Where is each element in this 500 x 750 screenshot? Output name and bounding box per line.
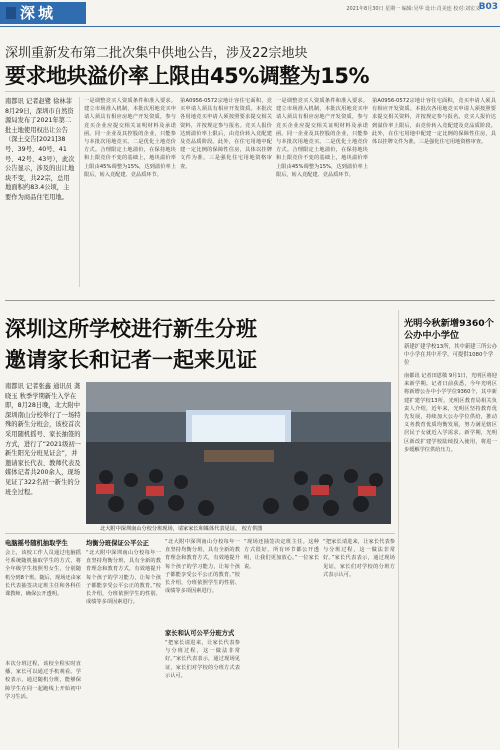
page-number: B03 [478,2,498,12]
divider [5,91,495,92]
article1-column: 第A0956-0572宗地计容住宅面积，竞买申请人须具有相应开发资质。本批次各用地竞买申请人须按照要求提交相关资料，并按规定参与报名。竞买人报价达到溢价率上限后，由竞价转入竞配建及竞品质阶段。此外，在住宅用地中配建一定比例的保障性住房，具体以挂牌文件为准。三是强化住宅用地资格审查。 [180,98,272,170]
article2-column: “北大附中深圳南山分校每年一直坚持均衡分班，具有全新的教育理念和教育方式，有效地提升每个孩子的学习能力，让每个孩子都能享受公平公正的教育。”校长介绍，分班依照学生的性别、成绩等多项因素进行。 [86,550,161,606]
article2-lead: 南都讯 记者张鑫 通讯员 龚晓玉 秋季学期新生入学在即，8月28日晚，北大附中深圳南山分校举行了一场特殊的新生分班会，该校首次采用随机摇号、家长抽签的方式，进行了“2021级初一新生阳光分班见证会”，并邀请家长代表、教师代表及媒体记者共200余人，现场见证了322名初一新生的分班全过程。 [5,383,81,496]
article2-column: “把家长请进来，让家长代表参与分班过程，这一做法非常好。”家长代表表示，通过现场见证，家长们对学校的分班方式表示认可。 [323,539,395,578]
article2-headline-line1: 深圳这所学校进行新生分班 [5,317,257,341]
column-rule [398,310,399,748]
photo-caption: 北大附中深圳南山分校分班现场，请家家长和媒体代表见证。 校方供图 [100,526,263,532]
article1-kicker: 深圳重新发布第二批次集中供地公告，涉及22宗地块 [5,46,308,61]
article1-column: 第A0956-0572宗地计容住宅面积，竞买申请人须具有相应开发资质。本批次各用地竞买申请人须按照要求提交相关资料，并按规定参与报名。竞买人报价达到溢价率上限后，由竞价转入竞配建及竞品质阶段。此外，在住宅用地中配建一定比例的保障性住房，具体以挂牌文件为准。三是强化住宅用地资格审查。 [372,98,496,146]
sidebar-title: 光明今秋新增9360个公办中小学位 [404,318,494,341]
article1-column: 一是调整竞买人资质条件和准入要求。建立市场准入机制，本批次用地竞买申请人须具有相应房地产开发资质，参与竞买企业应提交相关证明材料及承诺函。同一企业及其控股的企业，只能参与本批次用地竞买。二是优化土地竞价方式。合理限定土地溢价，在保持地块和上限竞价不变的基础上，地块溢价率上限由45%调整为15%，达到溢价率上限后，转入竞配建、竞品质环节。 [84,98,176,178]
issue-meta: 2021年8月30日 星期一 编辑:吴华 设计:肖美连 校对:刘宏义 [346,6,480,12]
article2-column: 会上，该校工作人员通过电脑摇号系统随机抽取学生的方式，将全年级学生按照男女生，分别随机分到8个班。随后，现场还由家长代表抽签决定班主任和各科任课教师，确保公开透明。 [5,550,81,598]
article2-column: “北大附中深圳南山分校每年一直坚持均衡分班，具有全新的教育理念和教育方式，有效地提升每个孩子的学习能力，让每个孩子都能享受公平公正的教育。”校长介绍，分班依照学生的性别、成绩等多项因素进行。 [165,539,240,595]
subheading: 均衡分班保证公平公正 [86,540,149,547]
section-divider [5,300,495,301]
school-photo [86,382,391,524]
article1-lead: 南都讯 记者赵鹭 徐林菲 8月29日，深圳市自然资源局发布了2021年第二批土地使用权出让公告（深土交告[2021]38号、39号、40号、41号、42号、43号），此次公告显示，涉及的出让地块不变，共22宗，总用地面积约83.4公顷，主要作为商品住宅用地。 [5,98,75,201]
article2-column: 本次分班过程，该校全程实时直播，家长可以通过手机观看。学校表示，通过随机分班，能够保障学生在同一起跑线上开始初中学习生活。 [5,661,81,700]
article2-column: “把家长请进来，让家长代表参与分班过程，这一做法非常好。”家长代表表示，通过现场见证，家长们对学校的分班方式表示认可。 [165,640,240,679]
subheading: 电脑摇号随机抽取学生 [5,540,68,547]
sidebar-body: 南都讯 记者田恩敬 9月1日，光明区将迎来新学期。记者日前获悉，今年光明区将新增公办中小学学位9360个，其中新建扩建学校13所。光明区教育局相关负责人介绍，近年来，光明区坚持教育优先发展，持续加大公办学位供给，推动义务教育优质均衡发展，努力满足辖区居民子女就近入学需求。新学期，光明区新改扩建学校陆续投入使用，将进一步缓解学位供给压力。 [404,373,497,453]
section-tab: 深城 [0,2,86,24]
article2-headline-line2: 邀请家长和记者一起来见证 [5,348,257,372]
article1-headline: 要求地块溢价率上限由45%调整为15% [5,64,370,88]
sidebar-subtitle: 新建扩建学校13所，其中新建三所公办中小学在其中开学，可提供1080个学位 [404,344,498,367]
classroom-illustration [86,382,391,524]
article1-column: 一是调整竞买人资质条件和准入要求。建立市场准入机制，本批次用地竞买申请人须具有相应房地产开发资质，参与竞买企业应提交相关证明材料及承诺函。同一企业及其控股的企业，只能参与本批次用地竞买。二是优化土地竞价方式。合理限定土地溢价，在保持地块和上限竞价不变的基础上，地块溢价率上限由45%调整为15%，达到溢价率上限后，转入竞配建、竞品质环节。 [276,98,368,178]
masthead [0,0,500,27]
article2-column: “现场还抽签决定班主任。这种方式很好，所有环节都公开透明，让我们更加放心。”一位家长说。 [244,539,319,570]
column-rule [79,97,80,287]
subheading: 家长和认可公平分班方式 [165,630,235,637]
divider [5,533,395,534]
